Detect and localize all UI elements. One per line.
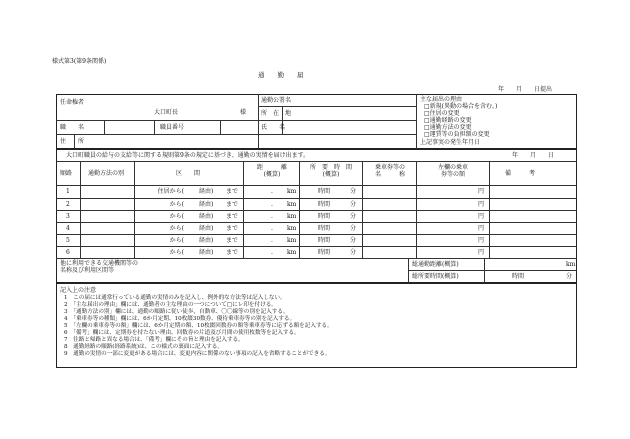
note-item: 8 通勤経路の順路(経路系統)は、この様式の裏面に記入する。: [64, 344, 223, 350]
row-hours[interactable]: 時間: [318, 237, 331, 244]
row-hours[interactable]: 時間: [318, 188, 331, 195]
row-distance-unit: km: [287, 213, 297, 220]
post-label: 職 名: [60, 124, 85, 131]
row-minutes[interactable]: 分: [350, 213, 357, 220]
row-to: まで: [226, 237, 239, 244]
row-from[interactable]: 住居から(: [157, 188, 184, 195]
header-ticket: 乗車券等の 名 称: [374, 164, 405, 178]
row-to: まで: [226, 201, 239, 208]
mayor-label: 大口町長: [154, 109, 179, 116]
row-via[interactable]: 経由): [199, 213, 214, 220]
form-title: 通 勤 届: [258, 71, 304, 79]
header-section: 区 間: [176, 170, 201, 177]
row-via[interactable]: 経由): [199, 225, 214, 232]
total-minutes[interactable]: 分: [566, 273, 573, 280]
honorific: 様: [240, 109, 247, 116]
total-hours[interactable]: 時間: [512, 273, 525, 280]
row-number: 3: [66, 213, 70, 220]
form-number: 様式第3(第9条関係): [52, 58, 107, 65]
header-fare: 左欄の乗車 券等の額: [437, 164, 468, 178]
location-label: 所 在 地: [261, 110, 292, 117]
row-yen[interactable]: 円: [478, 213, 485, 220]
row-hours[interactable]: 時間: [318, 201, 331, 208]
occurrence-date-label: 上記事実の発生年月日: [420, 139, 481, 146]
reason-checkbox-new[interactable]: □新規(異動の場合を含む。): [424, 103, 498, 110]
row-via[interactable]: 経由): [199, 188, 214, 195]
total-time-label: 総所要時間(概算): [412, 273, 459, 280]
commute-place-label: 通勤公署名: [261, 97, 292, 104]
name-label: 氏 名: [261, 124, 286, 131]
row-minutes[interactable]: 分: [350, 249, 357, 256]
row-minutes[interactable]: 分: [350, 201, 357, 208]
row-from[interactable]: から(: [169, 201, 184, 208]
total-distance-label: 総通勤距離(概算): [412, 261, 459, 268]
address-label: 住 所: [60, 138, 85, 145]
row-via[interactable]: 経由): [199, 237, 214, 244]
header-time: 所 要 時 間 (概算): [309, 164, 352, 178]
row-from[interactable]: から(: [169, 249, 184, 256]
row-minutes[interactable]: 分: [350, 225, 357, 232]
row-via[interactable]: 経由): [199, 201, 214, 208]
header-order: 順路: [60, 170, 73, 177]
row-number: 5: [66, 237, 70, 244]
row-distance-dot[interactable]: .: [271, 249, 273, 256]
staff-number-label: 職員番号: [160, 124, 185, 131]
declaration-date: 年 月 日: [512, 152, 555, 159]
notes-title: 記入上の注意: [60, 287, 97, 294]
row-yen[interactable]: 円: [478, 201, 485, 208]
row-distance-dot[interactable]: .: [271, 213, 273, 220]
row-from[interactable]: から(: [169, 225, 184, 232]
row-number: 6: [66, 249, 70, 256]
reason-title: 主な届出の理由: [420, 96, 463, 103]
row-distance-dot[interactable]: .: [271, 188, 273, 195]
header-method: 通勤方法の別: [88, 170, 125, 177]
note-item: 9 通勤の実情の一部に変更がある場合には、変更内容に関係のない事項の記入を省略することができる。: [64, 351, 331, 357]
row-from[interactable]: から(: [169, 237, 184, 244]
row-yen[interactable]: 円: [478, 237, 485, 244]
row-number: 4: [66, 225, 70, 232]
row-yen[interactable]: 円: [478, 225, 485, 232]
note-item: 5 「左欄の乗車券等の額」欄には、6か月定期の額、10枚綴回数券の額等乗車券等に応ずる額を記入する。: [64, 323, 333, 329]
applicant-section: [56, 94, 577, 149]
submit-date: 年 月 日提出: [498, 86, 553, 93]
note-item: 1 この届には通常行っている通勤の実情のみを記入し、例外的な方法等は記入しない。: [64, 295, 286, 301]
row-minutes[interactable]: 分: [350, 188, 357, 195]
row-from[interactable]: から(: [169, 213, 184, 220]
row-number: 2: [66, 201, 70, 208]
row-hours[interactable]: 時間: [318, 249, 331, 256]
row-number: 1: [66, 188, 70, 195]
row-to: まで: [226, 188, 239, 195]
note-item: 4 「乗車券等の種類」欄には、6か月定期、10枚綴30数券、優待乗車券等の別を記入する。: [64, 316, 296, 322]
row-yen[interactable]: 円: [478, 249, 485, 256]
reason-checkbox-fare[interactable]: □運賃等の負担額の変更: [424, 131, 490, 138]
row-distance-unit: km: [287, 188, 297, 195]
header-distance: 距 離 (概算): [256, 164, 287, 178]
note-item: 6 「備考」欄には、定期券を持たない理由、回数券の片道及び月間の使用枚数等を記入する。: [64, 330, 300, 336]
row-distance-unit: km: [287, 225, 297, 232]
row-to: まで: [226, 225, 239, 232]
row-to: まで: [226, 249, 239, 256]
appointer-label: 任命権者: [60, 99, 85, 106]
reason-checkbox-route[interactable]: □通勤経路の変更: [424, 117, 472, 124]
reason-checkbox-method[interactable]: □通勤方法の変更: [424, 124, 472, 131]
reason-checkbox-address[interactable]: □住居の変更: [424, 110, 460, 117]
header-remarks: 備 考: [505, 170, 536, 177]
row-via[interactable]: 経由): [199, 249, 214, 256]
other-transport-note: 他に利用できる交通機関等の名称及び利用区間等: [60, 260, 139, 274]
total-distance-unit: km: [566, 261, 576, 268]
row-to: まで: [226, 213, 239, 220]
row-distance-dot[interactable]: .: [271, 201, 273, 208]
note-item: 7 往路と帰路と異なる場合は、「備考」欄にその旨と理由を記入する。: [64, 337, 244, 343]
note-item: 3 「通勤方法の別」欄には、通勤の順路に従い徒歩、自動車、〇〇線等の別を記入する。: [64, 309, 289, 315]
declaration-text: 大口町職員の給与の支給等に関する規則第9条の規定に基づき、通勤の実情を届け出ます。: [66, 152, 310, 159]
row-distance-dot[interactable]: .: [271, 225, 273, 232]
row-distance-unit: km: [287, 249, 297, 256]
note-item: 2 「主な届出の理由」欄には、通勤者の主な理由の一つについて□にレ印を付ける。: [64, 302, 277, 308]
row-distance-unit: km: [287, 201, 297, 208]
row-yen[interactable]: 円: [478, 188, 485, 195]
row-distance-dot[interactable]: .: [271, 237, 273, 244]
row-hours[interactable]: 時間: [318, 213, 331, 220]
row-hours[interactable]: 時間: [318, 225, 331, 232]
row-minutes[interactable]: 分: [350, 237, 357, 244]
row-distance-unit: km: [287, 237, 297, 244]
